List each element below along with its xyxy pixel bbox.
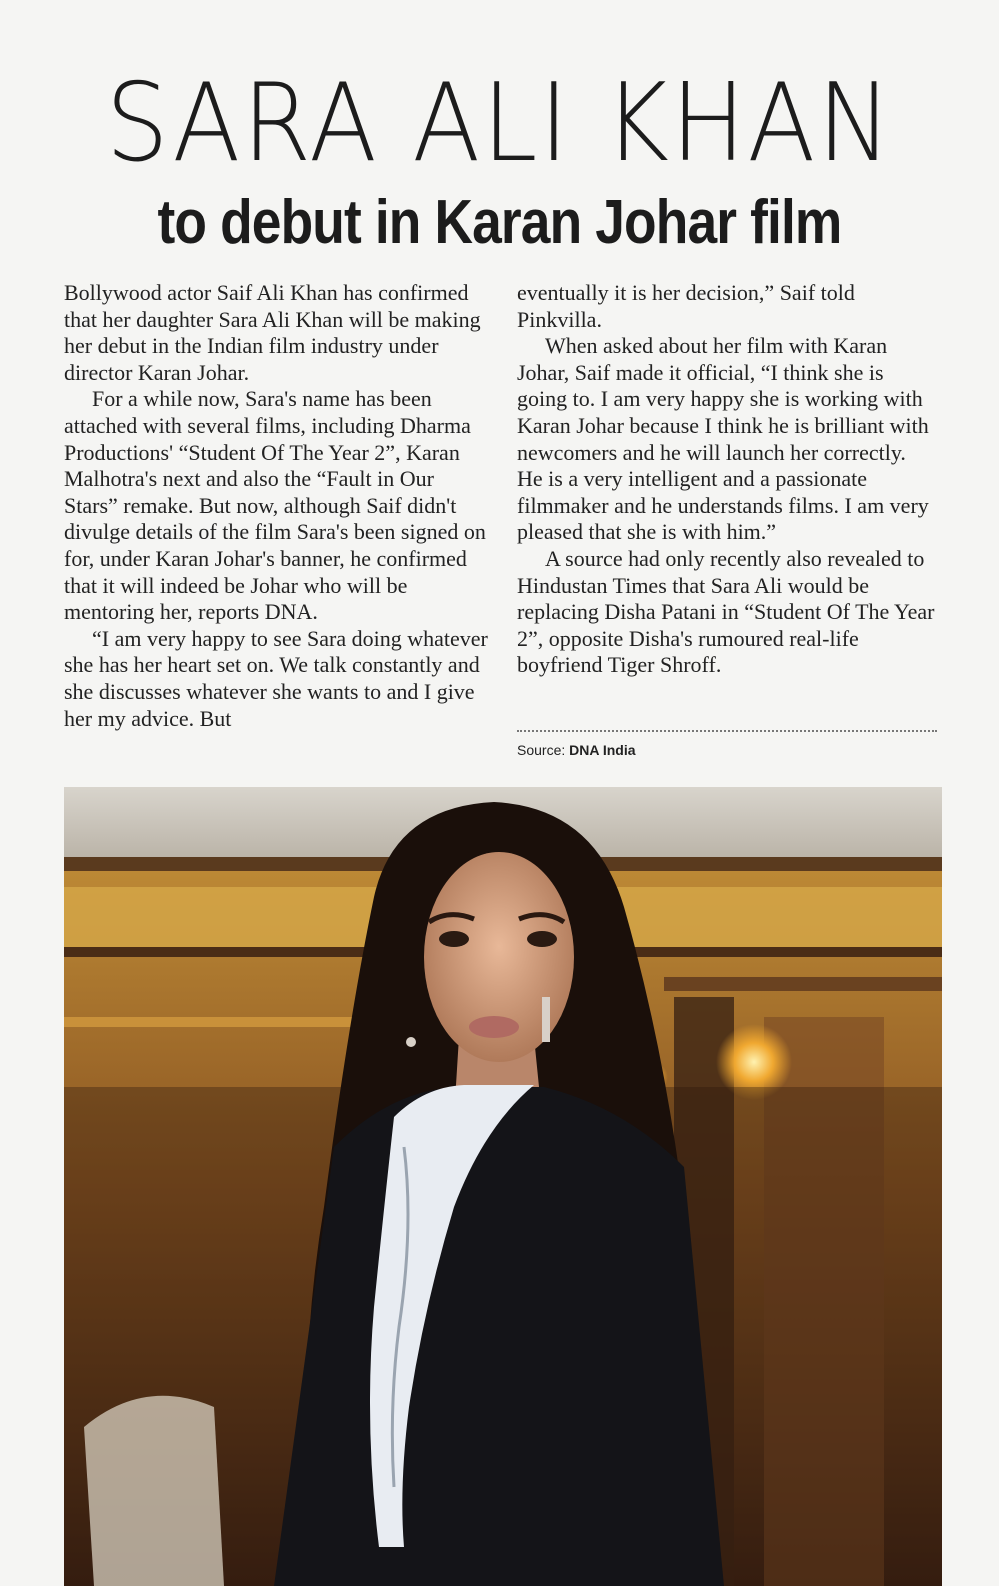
article-column-left bbox=[64, 280, 489, 732]
subheadline: to debut in Karan Johar film bbox=[157, 188, 842, 257]
paragraph: For a while now, Sara's name has been attached with several films, including Dharma Productions' “Student Of The Year 2”, Karan Malhotra's next and also the “Fault in Our Stars” remake. But now, although Saif didn't divulge details of the film Sara's been signed on for, under Karan Johar's banner, he confirmed that it will indeed be Johar who will be mentoring her, reports DNA. bbox=[64, 386, 486, 625]
source-label: Source: bbox=[517, 742, 566, 758]
paragraph: “I am very happy to see Sara doing whatever she has her heart set on. We talk constantly and she discusses whatever she wants to and I give her my advice. But bbox=[64, 625, 488, 731]
article-column-right bbox=[517, 280, 937, 679]
paragraph: Bollywood actor Saif Ali Khan has confirmed that her daughter Sara Ali Khan will be making her debut in the Indian film industry under director Karan Johar. bbox=[64, 280, 481, 385]
article-photo bbox=[64, 787, 942, 1586]
headline: SARA ALI KHAN bbox=[105, 61, 894, 186]
paragraph: A source had only recently also revealed to Hindustan Times that Sara Ali would be replacing Disha Patani in “Student Of The Year 2”, opposite Disha's rumoured real-life boyfriend Tiger Shroff. bbox=[517, 545, 935, 678]
source-credit bbox=[517, 742, 636, 758]
source-name: DNA India bbox=[569, 742, 636, 758]
paragraph: eventually it is her decision,” Saif told Pinkvilla. bbox=[517, 280, 855, 332]
dotted-divider bbox=[517, 730, 937, 732]
paragraph: When asked about her film with Karan Johar, Saif made it official, “I think she is going to. I am very happy she is working with Karan Johar because I think he is brilliant with newcomers and he will launch her correctly. He is a very intelligent and a passionate filmmaker and he understands films. I am very pleased that she is with him.” bbox=[517, 333, 929, 545]
